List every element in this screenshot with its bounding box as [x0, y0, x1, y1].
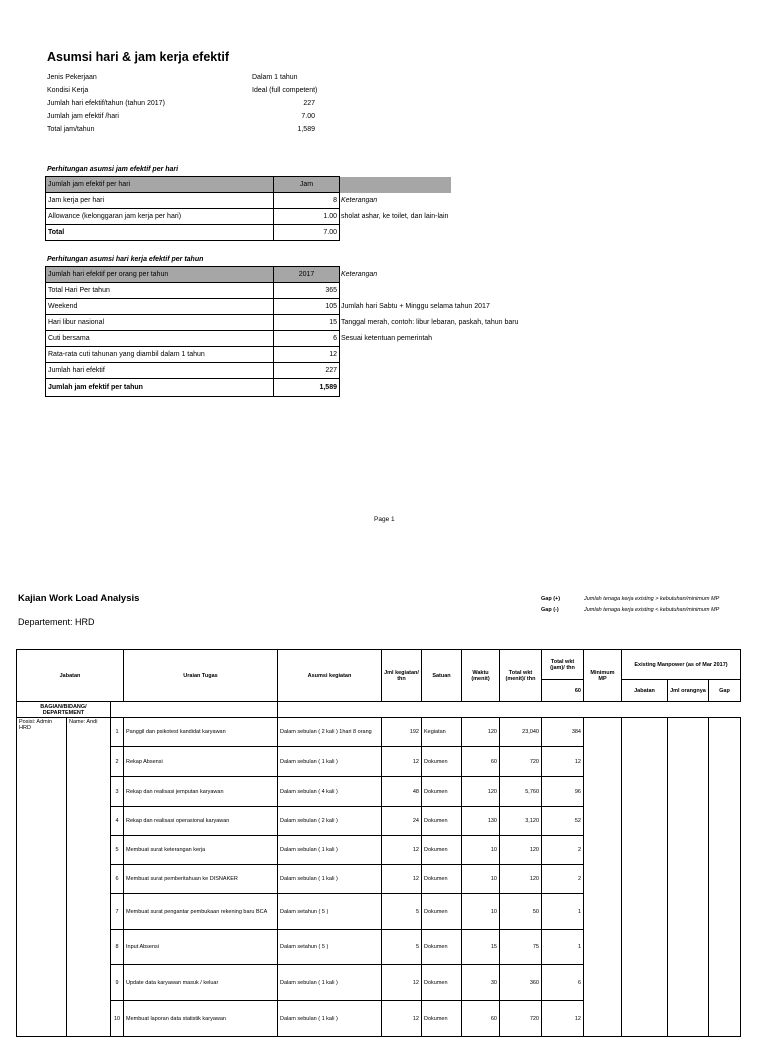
ex-jabatan-cell	[622, 718, 668, 1037]
row-total-jam: 1	[542, 930, 584, 965]
note-cell	[340, 225, 451, 241]
row-jml: 24	[382, 807, 422, 836]
row-jml: 192	[382, 718, 422, 747]
row-total-menit: 23,040	[500, 718, 542, 747]
jam-efektif-table	[45, 176, 451, 241]
row-no: 3	[111, 777, 124, 807]
bagian-cell: BAGIAN/BIDANG/ DEPARTEMENT	[17, 702, 111, 718]
header-cell: Jam	[274, 177, 340, 193]
note-cell: Jumlah hari Sabtu + Minggu selama tahun 2017	[341, 303, 490, 310]
value-cell: 8	[274, 193, 340, 209]
row-total-jam: 52	[542, 807, 584, 836]
ex-jml-cell	[668, 718, 709, 1037]
header-waktu: Waktu (menit)	[462, 650, 500, 702]
table-header-row	[46, 267, 521, 283]
info-row	[47, 74, 315, 86]
workload-table	[16, 649, 741, 1037]
table-row	[17, 718, 741, 747]
table-row	[46, 193, 451, 209]
empty-cell	[111, 702, 278, 718]
row-jml: 12	[382, 965, 422, 1001]
empty-cell	[278, 702, 741, 718]
note-cell: Keterangan	[340, 267, 521, 283]
row-tugas: Rekap Absensi	[124, 747, 278, 777]
row-satuan: Dokumen	[422, 930, 462, 965]
note-cell: Tanggal merah, contoh: libur lebaran, paskah, tahun baru	[341, 319, 519, 326]
row-tugas: Input Absensi	[124, 930, 278, 965]
row-total-jam: 96	[542, 777, 584, 807]
header-cell: Jumlah jam efektif per hari	[46, 177, 274, 193]
info-row	[47, 113, 315, 125]
header-cell: Jumlah hari efektif per orang per tahun	[46, 267, 274, 283]
row-total-menit: 120	[500, 865, 542, 894]
row-waktu: 10	[462, 894, 500, 930]
row-asumsi: Dalam sebulan ( 2 kali ) 1hari 8 orang	[278, 718, 382, 747]
table-row	[46, 209, 451, 225]
row-tugas: Rekap dan realisasi operasional karyawan	[124, 807, 278, 836]
row-asumsi: Dalam sebulan ( 1 kali )	[278, 965, 382, 1001]
label-cell: Jam kerja per hari	[46, 193, 274, 209]
page1-title: Asumsi hari & jam kerja efektif	[47, 50, 230, 64]
info-label: Jumlah hari efektif/tahun (tahun 2017)	[47, 100, 165, 107]
label-cell: Total Hari Per tahun	[46, 283, 274, 299]
row-waktu: 120	[462, 777, 500, 807]
table-row	[46, 331, 521, 347]
header-ex-jml: Jml orangnya	[668, 680, 709, 702]
header-row	[17, 650, 741, 680]
row-total-menit: 5,760	[500, 777, 542, 807]
row-no: 10	[111, 1001, 124, 1037]
value-cell: 1.00	[274, 209, 340, 225]
info-row	[47, 87, 318, 99]
row-waktu: 130	[462, 807, 500, 836]
label-cell: Total	[46, 225, 274, 241]
header-uraian: Uraian Tugas	[124, 650, 278, 702]
row-asumsi: Dalam sebulan ( 1 kali )	[278, 865, 382, 894]
header-ex-jabatan: Jabatan	[622, 680, 668, 702]
row-no: 8	[111, 930, 124, 965]
note-cell: sholat ashar, ke toilet, dan lain-lain	[341, 213, 449, 220]
header-jabatan: Jabatan	[17, 650, 124, 702]
table-row	[46, 283, 521, 299]
info-mid: Ideal (full competent)	[252, 87, 318, 94]
header-ex-gap: Gap	[709, 680, 741, 702]
row-tugas: Rekap dan realisasi jemputan karyawan	[124, 777, 278, 807]
info-row	[47, 100, 315, 112]
row-total-jam: 1	[542, 894, 584, 930]
table-header-row	[46, 177, 451, 193]
bagian-row	[17, 702, 741, 718]
note-cell	[340, 177, 451, 193]
info-value: 1,589	[297, 126, 315, 133]
label-cell: Cuti bersama	[46, 331, 274, 347]
row-no: 7	[111, 894, 124, 930]
row-asumsi: Dalam sebulan ( 1 kali )	[278, 836, 382, 865]
section1-title: Perhitungan asumsi jam efektif per hari	[47, 166, 179, 173]
row-no: 6	[111, 865, 124, 894]
minimum-mp-cell	[584, 718, 622, 1037]
gap-plus-desc: Jumlah tenaga kerja existing > kebutuhan/minimum MP	[584, 596, 720, 602]
table-row	[46, 225, 451, 241]
row-total-jam: 384	[542, 718, 584, 747]
row-total-menit: 3,120	[500, 807, 542, 836]
note-cell	[340, 283, 521, 299]
row-jml: 5	[382, 894, 422, 930]
row-total-menit: 75	[500, 930, 542, 965]
row-total-jam: 2	[542, 836, 584, 865]
row-satuan: Dokumen	[422, 865, 462, 894]
row-jml: 12	[382, 865, 422, 894]
value-cell: 15	[274, 315, 340, 331]
info-mid: Dalam 1 tahun	[252, 74, 298, 81]
table-row	[46, 315, 521, 331]
value-cell: 1,589	[274, 379, 340, 397]
row-jml: 12	[382, 836, 422, 865]
info-label: Jenis Pekerjaan	[47, 74, 97, 81]
label-cell: Jumlah hari efektif	[46, 363, 274, 379]
row-waktu: 60	[462, 1001, 500, 1037]
row-total-jam: 2	[542, 865, 584, 894]
row-total-menit: 120	[500, 836, 542, 865]
label-cell: Hari libur nasional	[46, 315, 274, 331]
row-asumsi: Dalam sebulan ( 4 kali )	[278, 777, 382, 807]
row-waktu: 10	[462, 865, 500, 894]
note-cell	[340, 347, 521, 363]
note-cell	[340, 379, 521, 397]
row-tugas: Membuat surat pengantar pembukaan rekening baru BCA	[124, 894, 278, 930]
row-waktu: 10	[462, 836, 500, 865]
header-asumsi: Asumsi kegiatan	[278, 650, 382, 702]
row-asumsi: Dalam sebulan ( 2 kali )	[278, 807, 382, 836]
note-cell	[340, 363, 521, 379]
row-asumsi: Dalam setahun ( 5 )	[278, 930, 382, 965]
value-cell: 6	[274, 331, 340, 347]
gap-plus-label: Gap (+)	[541, 596, 561, 602]
note-cell: Sesuai ketentuan pemerintah	[341, 335, 433, 342]
row-jml: 12	[382, 1001, 422, 1037]
row-total-jam: 12	[542, 747, 584, 777]
value-cell: 227	[274, 363, 340, 379]
label-cell: Allowance (kelonggaran jam kerja per hari)	[46, 209, 274, 225]
row-tugas: Panggil dan psikotest kandidat karyawan	[124, 718, 278, 747]
row-no: 4	[111, 807, 124, 836]
row-jml: 48	[382, 777, 422, 807]
header-minimum: Minimum MP	[584, 650, 622, 702]
row-total-menit: 360	[500, 965, 542, 1001]
value-cell: 365	[274, 283, 340, 299]
note-cell: Keterangan	[341, 197, 378, 204]
row-asumsi: Dalam sebulan ( 1 kali )	[278, 747, 382, 777]
row-waktu: 120	[462, 718, 500, 747]
section2-title: Perhitungan asumsi hari kerja efektif per tahun	[47, 256, 204, 263]
row-satuan: Dokumen	[422, 1001, 462, 1037]
row-total-jam: 12	[542, 1001, 584, 1037]
row-total-menit: 720	[500, 1001, 542, 1037]
row-waktu: 30	[462, 965, 500, 1001]
posisi-cell: Posisi: Admin HRD	[17, 718, 67, 1037]
row-jml: 5	[382, 930, 422, 965]
table-row	[46, 379, 521, 397]
label-cell: Weekend	[46, 299, 274, 315]
row-total-menit: 720	[500, 747, 542, 777]
label-cell: Rata-rata cuti tahunan yang diambil dalam 1 tahun	[46, 347, 274, 363]
header-satuan: Satuan	[422, 650, 462, 702]
page2-title: Kajian Work Load Analysis	[18, 593, 140, 604]
row-satuan: Dokumen	[422, 965, 462, 1001]
info-value: 7.00	[301, 113, 315, 120]
header-total-jam-sub: 60	[542, 680, 584, 702]
row-tugas: Membuat laporan data statistik karyawan	[124, 1001, 278, 1037]
info-value: 227	[303, 100, 315, 107]
row-waktu: 60	[462, 747, 500, 777]
hari-efektif-table	[45, 266, 521, 397]
header-total-jam: Total wkt (jam)/ thn	[542, 650, 584, 680]
info-label: Jumlah jam efektif /hari	[47, 113, 119, 120]
header-jml: Jml kegiatan/ thn	[382, 650, 422, 702]
row-no: 5	[111, 836, 124, 865]
row-waktu: 15	[462, 930, 500, 965]
row-satuan: Dokumen	[422, 747, 462, 777]
table-row	[46, 363, 521, 379]
table-row	[46, 299, 521, 315]
row-satuan: Dokumen	[422, 836, 462, 865]
header-existing: Existing Manpower (as of Mar 2017)	[622, 650, 741, 680]
row-no: 2	[111, 747, 124, 777]
row-asumsi: Dalam sebulan ( 1 kali )	[278, 1001, 382, 1037]
department-label: Departement: HRD	[18, 617, 95, 627]
row-no: 1	[111, 718, 124, 747]
row-tugas: Membuat surat keterangan kerja	[124, 836, 278, 865]
value-cell: 12	[274, 347, 340, 363]
row-tugas: Membuat surat pemberitahuan ke DISNAKER	[124, 865, 278, 894]
info-label: Total jam/tahun	[47, 126, 95, 133]
value-cell: 105	[274, 299, 340, 315]
gap-minus-label: Gap (-)	[541, 607, 559, 613]
value-cell: 7.00	[274, 225, 340, 241]
label-cell: Jumlah jam efektif per tahun	[46, 379, 274, 397]
row-asumsi: Dalam setahun ( 5 )	[278, 894, 382, 930]
row-tugas: Update data karyawan masuk / keluar	[124, 965, 278, 1001]
page-number: Page 1	[374, 516, 395, 523]
row-satuan: Dokumen	[422, 807, 462, 836]
nama-cell: Name: Andi	[67, 718, 111, 1037]
gap-minus-desc: Jumlah tenaga kerja existing < kebutuhan/minimum MP	[584, 607, 720, 613]
row-jml: 12	[382, 747, 422, 777]
table-row	[46, 347, 521, 363]
info-label: Kondisi Kerja	[47, 87, 89, 94]
row-total-jam: 6	[542, 965, 584, 1001]
ex-gap-cell	[709, 718, 741, 1037]
row-no: 9	[111, 965, 124, 1001]
header-total-menit: Total wkt (menit)/ thn	[500, 650, 542, 702]
row-satuan: Kegiatan	[422, 718, 462, 747]
row-satuan: Dokumen	[422, 894, 462, 930]
header-cell: 2017	[274, 267, 340, 283]
row-total-menit: 50	[500, 894, 542, 930]
info-row	[47, 126, 315, 138]
row-satuan: Dokumen	[422, 777, 462, 807]
